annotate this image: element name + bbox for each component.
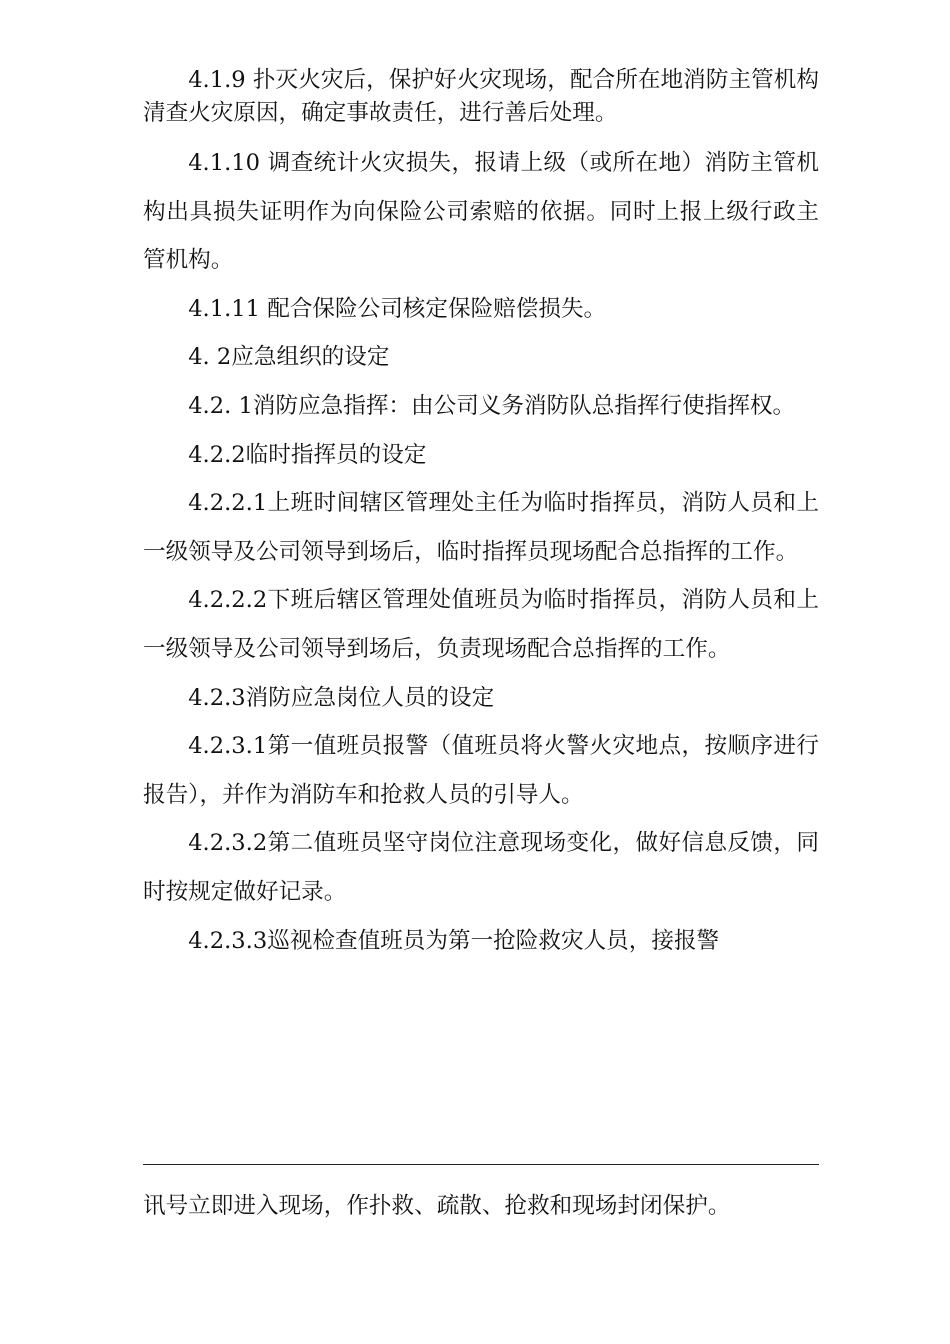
paragraph-4-1-9: 4.1.9 扑灭火灾后，保护好火灾现场，配合所在地消防主管机构清查火灾原因，确定事故责任，进行善后处理。 [143,67,819,126]
heading-4-2-2: 4.2.2临时指挥员的设定 [188,441,427,468]
continuation-text: 讯号立即进入现场，作扑救、疏散、抢救和现场封闭保护。 [143,1193,731,1219]
heading-4-2-3: 4.2.3消防应急岗位人员的设定 [188,684,495,711]
paragraph-4-1-11: 4.1.11 配合保险公司核定保险赔偿损失。 [188,295,607,322]
paragraph-4-2-3-2: 4.2.3.2第二值班员坚守岗位注意现场变化，做好信息反馈，同时按规定做好记录。 [143,830,819,905]
paragraph-4-2-2-1: 4.2.2.1上班时间辖区管理处主任为临时指挥员，消防人员和上一级领导及公司领导到场后，临时指挥员现场配合总指挥的工作。 [143,490,819,565]
paragraph-4-2-1: 4.2. 1消防应急指挥：由公司义务消防队总指挥行使指挥权。 [188,392,796,419]
heading-4-2: 4. 2应急组织的设定 [188,344,390,371]
paragraph-4-1-10: 4.1.10 调查统计火灾损失，报请上级（或所在地）消防主管机构出具损失证明作为向保险公司索赔的依据。同时上报上级行政主管机构。 [143,150,819,274]
document-body [143,64,819,965]
paragraph-4-2-3-1: 4.2.3.1第一值班员报警（值班员将火警火灾地点，按顺序进行报告），并作为消防车和抢救人员的引导人。 [143,733,819,808]
paragraph-4-2-2-2: 4.2.2.2下班后辖区管理处值班员为临时指挥员，消防人员和上一级领导及公司领导到场后，负责现场配合总指挥的工作。 [143,587,819,662]
page-divider [143,1164,819,1165]
paragraph-4-2-3-3: 4.2.3.3巡视检查值班员为第一抢险救灾人员，接报警 [188,927,720,954]
